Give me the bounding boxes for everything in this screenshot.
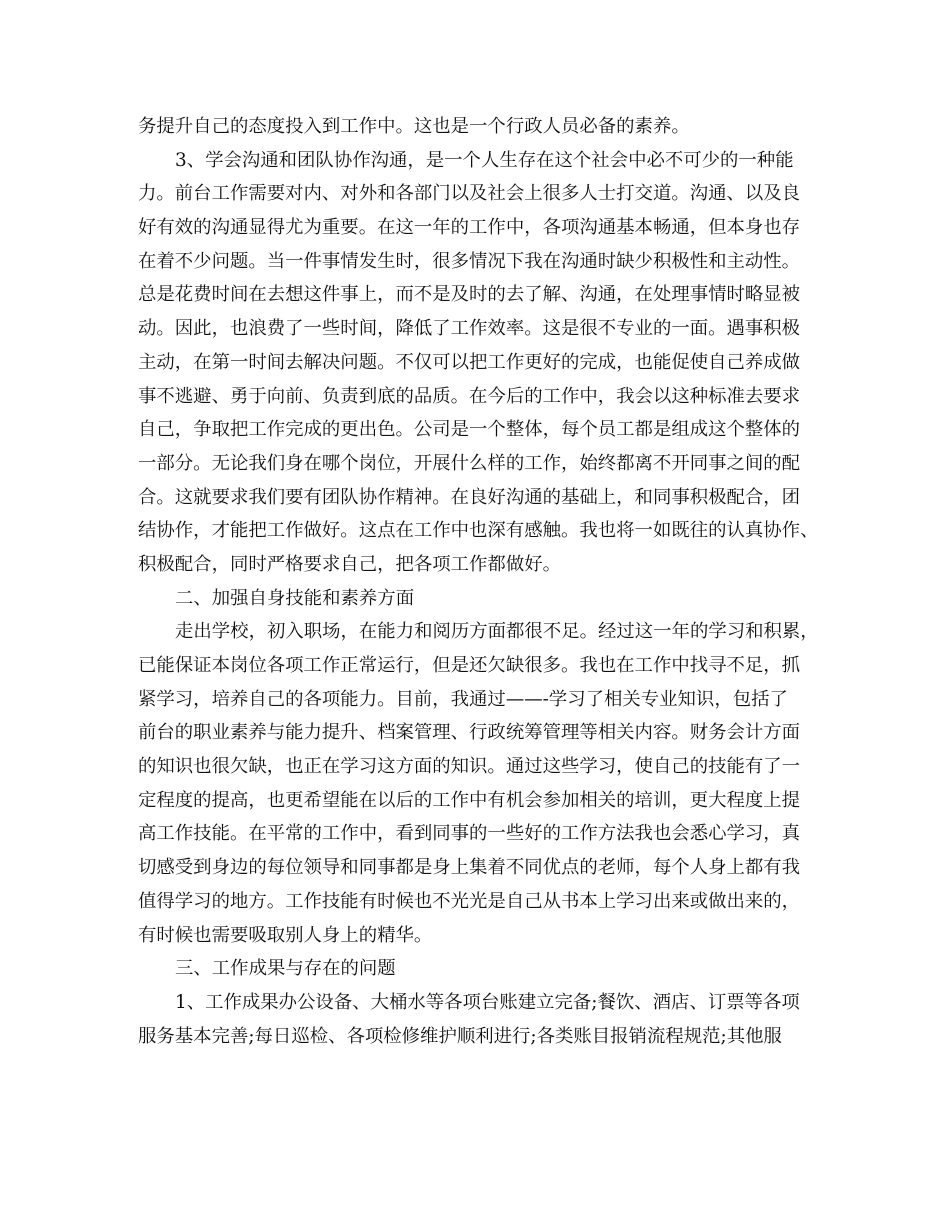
text-line: 动。因此，也浪费了一些时间，降低了工作效率。这是很不专业的一面。遇事积极: [138, 318, 801, 340]
paragraph-first-line: 走出学校，初入职场，在能力和阅历方面都很不足。经过这一年的学习和积累，: [175, 621, 819, 643]
text-line: 务提升自己的态度投入到工作中。这也是一个行政人员必备的素养。: [138, 116, 690, 137]
text-line: 紧学习，培养自己的各项能力。目前，我通过——-学习了相关专业知识，包括了: [138, 688, 788, 710]
text-line: 主动，在第一时间去解决问题。不仅可以把工作更好的完成，也能促使自己养成做: [138, 351, 801, 373]
text-line: 事不逃避、勇于向前、负责到底的品质。在今后的工作中，我会以这种标准去要求: [138, 385, 801, 407]
paragraph-first-line: 1、工作成果办公设备、大桶水等各项台账建立完备;餐饮、酒店、订票等各项: [175, 991, 800, 1013]
text-line: 总是花费时间在去想这件事上，而不是及时的去了解、沟通，在处理事情时略显被: [138, 284, 801, 306]
text-line: 合。这就要求我们要有团队协作精神。在良好沟通的基础上，和同事积极配合，团: [138, 486, 801, 508]
text-line: 有时候也需要吸取别人身上的精华。: [138, 924, 433, 946]
text-line: 好有效的沟通显得尤为重要。在这一年的工作中，各项沟通基本畅通，但本身也存: [138, 217, 801, 239]
text-line: 服务基本完善;每日巡检、各项检修维护顺利进行;各类账目报销流程规范;其他服: [138, 1025, 782, 1047]
text-line: 切感受到身边的每位领导和同事都是身上集着不同优点的老师，每个人身上都有我: [138, 857, 801, 879]
text-line: 前台的职业素养与能力提升、档案管理、行政统筹管理等相关内容。财务会计方面: [138, 722, 801, 744]
text-line: 值得学习的地方。工作技能有时候也不光光是自己从书本上学习出来或做出来的，: [138, 890, 801, 912]
text-line: 已能保证本岗位各项工作正常运行，但是还欠缺很多。我也在工作中找寻不足，抓: [138, 655, 801, 676]
section-heading: 二、加强自身技能和素养方面: [175, 587, 415, 609]
text-line: 一部分。无论我们身在哪个岗位，开展什么样的工作，始终都离不开同事之间的配: [138, 452, 801, 474]
paragraph-first-line: 3、学会沟通和团队协作沟通，是一个人生存在这个社会中必不可少的一种能: [175, 149, 794, 171]
section-heading: 三、工作成果与存在的问题: [175, 958, 396, 980]
text-line: 结协作，才能把工作做好。这点在工作中也深有感触。我也将一如既往的认真协作、: [138, 520, 819, 542]
body-text: [138, 110, 828, 1053]
text-line: 自己，争取把工作完成的更出色。公司是一个整体，每个员工都是组成这个整体的: [138, 419, 801, 441]
text-line: 在着不少问题。当一件事情发生时，很多情况下我在沟通时缺少积极性和主动性。: [138, 250, 801, 272]
text-line: 高工作技能。在平常的工作中，看到同事的一些好的工作方法我也会悉心学习，真: [138, 823, 801, 845]
text-line: 积极配合，同时严格要求自己，把各项工作都做好。: [138, 553, 561, 575]
text-line: 力。前台工作需要对内、对外和各部门以及社会上很多人士打交道。沟通、以及良: [138, 183, 801, 205]
text-line: 的知识也很欠缺，也正在学习这方面的知识。通过这些学习，使自己的技能有了一: [138, 756, 801, 778]
text-line: 定程度的提高，也更希望能在以后的工作中有机会参加相关的培训，更大程度上提: [138, 789, 801, 811]
